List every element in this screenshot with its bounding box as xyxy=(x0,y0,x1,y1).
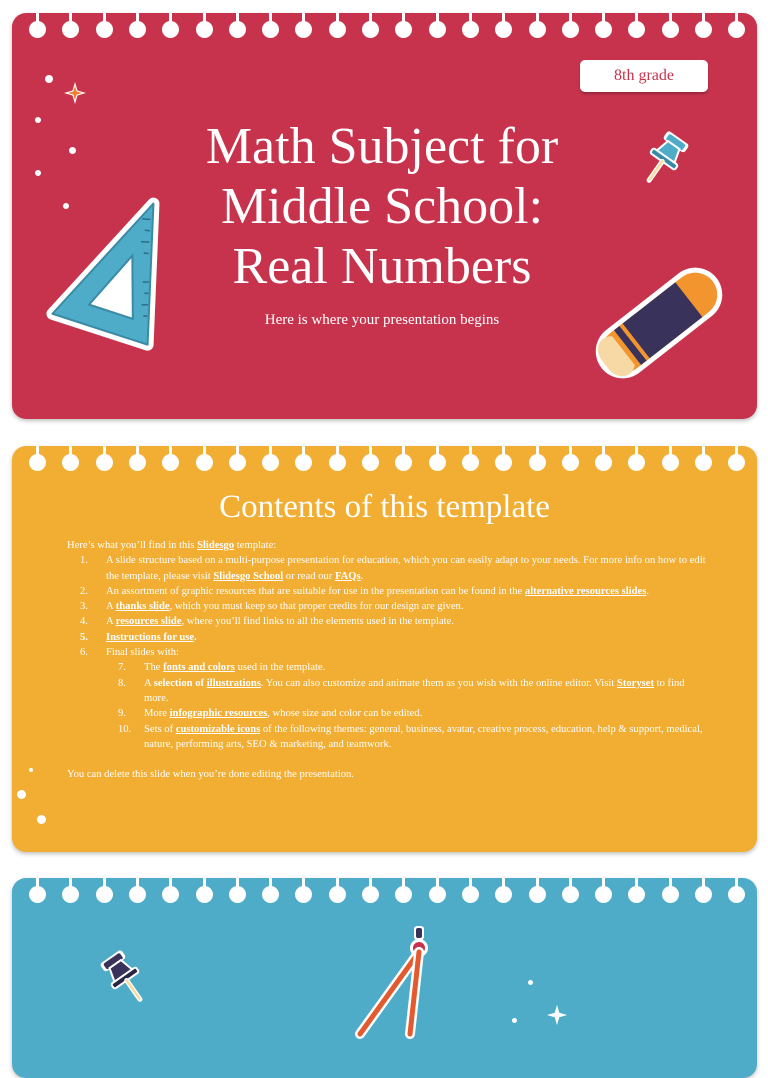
slide-contents[interactable] xyxy=(12,446,757,852)
binder-ring xyxy=(662,454,679,471)
decor-dot xyxy=(17,790,26,799)
text: template: xyxy=(234,540,277,551)
sparkle-icon xyxy=(63,81,87,105)
list-number: 9. xyxy=(118,708,126,720)
binder-ring xyxy=(362,21,379,38)
binder-ring xyxy=(628,886,645,903)
storyset-link[interactable]: Storyset xyxy=(616,677,654,689)
binder-ring xyxy=(695,21,712,38)
list-number: 1. xyxy=(80,555,88,567)
list-number: 6. xyxy=(80,647,88,659)
binder-ring xyxy=(62,886,79,903)
text: . xyxy=(646,585,649,597)
binder-ring xyxy=(96,886,113,903)
list-item xyxy=(67,676,707,707)
text: An assortment of graphic resources that are suitable for use in the presentation can be found in the xyxy=(106,585,525,597)
list-item xyxy=(67,584,707,599)
customizable-icons-link[interactable]: customizable icons xyxy=(175,723,261,735)
text: More xyxy=(144,708,170,720)
binder-ring xyxy=(362,454,379,471)
notebook-rings xyxy=(12,13,757,45)
binder-ring xyxy=(395,21,412,38)
binder-ring xyxy=(96,454,113,471)
binder-ring xyxy=(562,886,579,903)
fonts-colors-link[interactable]: fonts and colors xyxy=(163,662,235,674)
binder-ring xyxy=(262,886,279,903)
text: A xyxy=(106,601,116,613)
triangle-ruler-icon xyxy=(62,193,182,343)
text: used in the template. xyxy=(234,662,326,674)
binder-ring xyxy=(429,886,446,903)
instructions-link[interactable]: Instructions for use xyxy=(106,631,195,643)
slidesgo-school-link[interactable]: Slidesgo School xyxy=(213,570,284,582)
binder-ring xyxy=(529,886,546,903)
binder-ring xyxy=(29,454,46,471)
illustrations-link[interactable]: illustrations xyxy=(206,677,261,689)
decor-dot xyxy=(29,768,33,772)
binder-ring xyxy=(29,21,46,38)
binder-ring xyxy=(429,21,446,38)
slide-third[interactable] xyxy=(12,878,757,1078)
text: , where you’ll find links to all the elements used in the template. xyxy=(181,616,454,628)
binder-ring xyxy=(229,21,246,38)
slidesgo-link[interactable]: Slidesgo xyxy=(197,540,235,551)
binder-ring xyxy=(728,454,745,471)
text: The xyxy=(144,662,164,674)
binder-ring xyxy=(162,454,179,471)
binder-ring xyxy=(129,21,146,38)
text: selection of xyxy=(153,677,207,689)
title-line: Middle School: xyxy=(220,178,544,235)
binder-ring xyxy=(529,21,546,38)
contents-list xyxy=(67,553,707,752)
text: . xyxy=(194,631,197,643)
sparkle-icon xyxy=(546,1004,568,1026)
binder-ring xyxy=(562,454,579,471)
binder-ring xyxy=(62,21,79,38)
binder-ring xyxy=(495,454,512,471)
decor-dot xyxy=(45,75,53,83)
list-number: 10. xyxy=(118,723,132,735)
binder-ring xyxy=(62,454,79,471)
compass-icon xyxy=(340,924,440,1034)
decor-dot xyxy=(35,117,41,123)
text: A xyxy=(106,616,116,628)
list-item xyxy=(67,599,707,614)
alternative-resources-link[interactable]: alternative resources slides xyxy=(524,585,647,597)
grade-badge: 8th grade xyxy=(580,60,708,92)
list-item xyxy=(67,630,707,645)
text: of the following themes: general, business, avatar, creative process, education, help & support, medical, nature, performing arts, SEO & marketing, and teamwork. xyxy=(144,723,703,750)
list-number: 2. xyxy=(80,585,88,597)
binder-ring xyxy=(162,21,179,38)
binder-ring xyxy=(595,886,612,903)
text: Here’s what you’ll find in this xyxy=(67,540,198,551)
binder-ring xyxy=(362,886,379,903)
binder-ring xyxy=(29,886,46,903)
list-number: 8. xyxy=(118,677,126,689)
binder-ring xyxy=(728,886,745,903)
page-title xyxy=(132,117,632,297)
binder-ring xyxy=(662,21,679,38)
binder-ring xyxy=(96,21,113,38)
list-item xyxy=(67,660,707,675)
binder-ring xyxy=(229,454,246,471)
binder-ring xyxy=(262,454,279,471)
faqs-link[interactable]: FAQs xyxy=(334,570,361,582)
text: Final slides with: xyxy=(106,647,179,659)
binder-ring xyxy=(495,886,512,903)
binder-ring xyxy=(395,886,412,903)
binder-ring xyxy=(495,21,512,38)
notebook-rings xyxy=(12,878,757,910)
binder-ring xyxy=(429,454,446,471)
text: , whose size and color can be edited. xyxy=(267,708,423,720)
list-number: 3. xyxy=(80,601,88,613)
contents-footer: You can delete this slide when you’re done editing the presentation. xyxy=(67,769,354,781)
binder-ring xyxy=(129,886,146,903)
binder-ring xyxy=(695,886,712,903)
binder-ring xyxy=(662,886,679,903)
binder-ring xyxy=(628,21,645,38)
binder-ring xyxy=(196,454,213,471)
binder-ring xyxy=(595,21,612,38)
list-number: 4. xyxy=(80,616,88,628)
binder-ring xyxy=(728,21,745,38)
binder-ring xyxy=(462,886,479,903)
list-item xyxy=(67,553,707,584)
infographic-resources-link[interactable]: infographic resources xyxy=(169,708,268,720)
binder-ring xyxy=(395,454,412,471)
decor-dot xyxy=(37,815,46,824)
text: Sets of xyxy=(144,723,176,735)
subtitle: Here is where your presentation begins xyxy=(264,312,500,328)
title-line: Math Subject for xyxy=(205,118,559,175)
decor-dot xyxy=(512,1018,517,1023)
binder-ring xyxy=(229,886,246,903)
binder-ring xyxy=(595,454,612,471)
binder-ring xyxy=(562,21,579,38)
binder-ring xyxy=(262,21,279,38)
text: or read our xyxy=(283,570,335,582)
text: . You can also customize and animate them as you wish with the online editor. Visit xyxy=(260,677,617,689)
list-number: 5. xyxy=(80,631,88,643)
contents-intro xyxy=(67,538,707,553)
list-item xyxy=(67,614,707,629)
decor-dot xyxy=(35,170,41,176)
title-line: Real Numbers xyxy=(232,238,532,295)
binder-ring xyxy=(329,21,346,38)
decor-dot xyxy=(69,147,76,154)
binder-ring xyxy=(695,454,712,471)
decor-dot xyxy=(528,980,533,985)
binder-ring xyxy=(329,454,346,471)
binder-ring xyxy=(295,886,312,903)
binder-ring xyxy=(628,454,645,471)
binder-ring xyxy=(295,21,312,38)
pushpin-icon xyxy=(100,948,150,1008)
list-item xyxy=(67,706,707,721)
eraser-icon xyxy=(584,248,734,398)
binder-ring xyxy=(462,454,479,471)
text: to find more. xyxy=(144,677,685,704)
binder-ring xyxy=(162,886,179,903)
text: , which you must keep so that proper credits for our design are given. xyxy=(169,601,464,613)
text: . xyxy=(360,570,364,582)
pushpin-icon xyxy=(639,129,689,189)
binder-ring xyxy=(462,21,479,38)
contents-body xyxy=(67,538,707,782)
text: A slide structure based on a multi-purpose presentation for education, which you can easily adapt to your needs. For more info on how to edit the template, please visit xyxy=(106,555,706,582)
list-item xyxy=(67,722,707,753)
binder-ring xyxy=(196,21,213,38)
list-number: 7. xyxy=(118,662,126,674)
thanks-slide-link[interactable]: thanks slide xyxy=(115,601,170,613)
binder-ring xyxy=(295,454,312,471)
binder-ring xyxy=(329,886,346,903)
list-item xyxy=(67,645,707,660)
binder-ring xyxy=(196,886,213,903)
slide-title[interactable] xyxy=(12,13,757,419)
resources-slide-link[interactable]: resources slide xyxy=(115,616,182,628)
text: A xyxy=(144,677,154,689)
contents-title: Contents of this template xyxy=(219,489,550,525)
binder-ring xyxy=(129,454,146,471)
binder-ring xyxy=(529,454,546,471)
notebook-rings xyxy=(12,446,757,478)
